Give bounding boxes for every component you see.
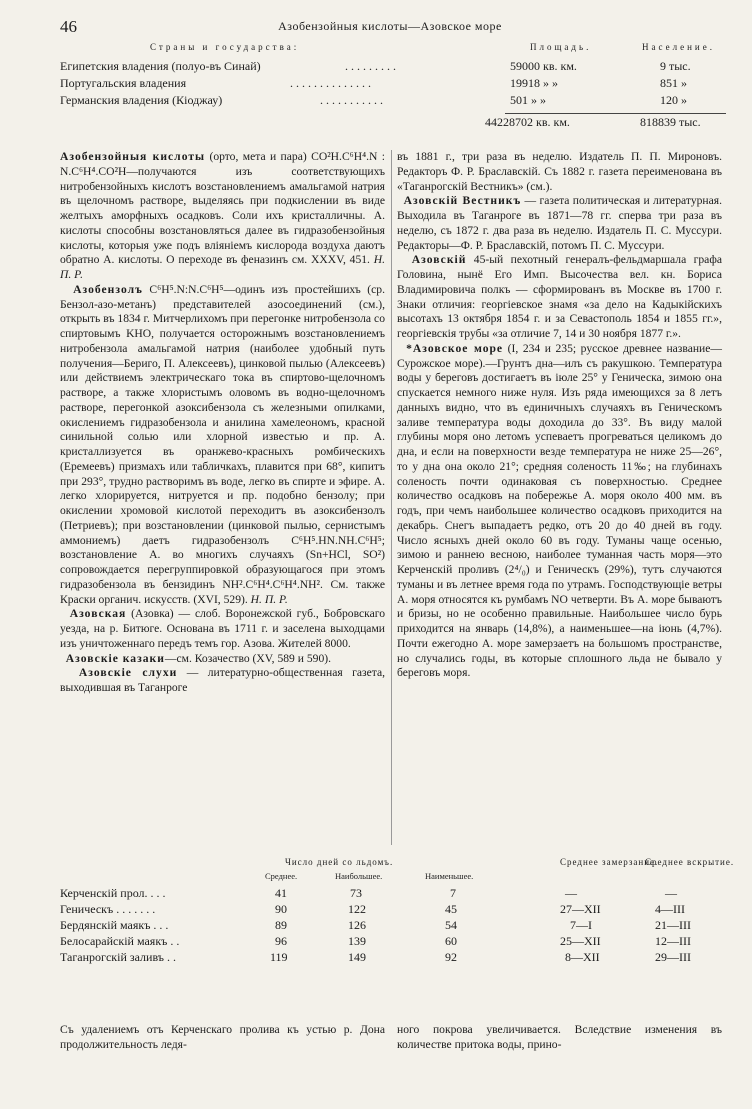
article-headword: *Азовское море [406, 341, 504, 355]
table-row [60, 933, 726, 949]
ice-table-subheader [60, 871, 726, 885]
freeze-header: Среднее замерзание. [560, 857, 659, 867]
min-header: Наименьшее. [425, 871, 474, 881]
total-population: 818839 тыс. [640, 115, 701, 129]
article [60, 652, 385, 667]
article-headword: Азобензолъ [73, 282, 143, 296]
territory-name: Германския владения (Кіоджау) [60, 93, 223, 107]
column-divider [391, 150, 392, 845]
ice-mean: 96 [275, 934, 287, 948]
article-headword: Азобензойныя кислоты [60, 150, 206, 163]
ice-max: 139 [348, 934, 366, 948]
ice-freeze: 27—XII [560, 902, 601, 916]
ice-thaw: 29—III [655, 950, 691, 964]
bottom-left-text [60, 1022, 385, 1052]
ice-max: 122 [348, 902, 366, 916]
max-header: Наибольшее. [335, 871, 383, 881]
article-text: C⁶H⁵.N:N.C⁶H⁵—одинъ изъ простейшихъ (ср. Бензол-азо-метанъ) представителей азосоединений (см.), открыть въ 1834 г. Митчерлихомъ при перегонке нитробензола со спиртовымъ KHO, получается осторожнымъ возстановлениемъ нитробензола амальгамой натрия (наиболее удобный путь получения—Бериго, П. Алексеевъ), цинковой пылью (Алексеевъ) или действиемъ электрическаго тока въ спиртово-щелочномъ растворе, а также хлористымъ оловомъ въ водно-щелочномъ растворе, перегонкой азоксибензола съ железными опилками, окислениемъ гидразобензола и анилина хамелеономъ, красной синильной солью или хлорной известью и пр. А. кристаллизуется въ оранжево-красныхъ ромбическихъ (Еремеевъ) призмахъ или табличкахъ, плавится при 68°, кипитъ при 293°, трудно растворимъ въ воде, легко въ спирте и эфире. А. легко хлорируется, нитруется и пр. подобно бензолу; при окислении хромовой кислотой переходитъ въ азоксибензолъ (Петриевъ); при возстановлении (цинковой пылью, сернистымъ аммониемъ) даетъ гидразобензолъ C⁶H⁵.HN.NH.C⁶H⁵; возстановление А. во многихъ случаяхъ (Sn+HCl, SO²) сопровождается перегруппировкой образующагося при этомъ гидразобензола въ бензидинъ NH².C⁶H⁴.C⁶H⁴.NH². См. также Краски органич. искусств. (XVI, 529). [60, 282, 386, 606]
population-header: Население. [642, 42, 715, 52]
ice-thaw: 12—III [655, 934, 691, 948]
article-headword: Азовскій [411, 253, 467, 267]
ice-max: 126 [348, 918, 366, 932]
article [60, 150, 385, 283]
table-row [60, 901, 726, 917]
article-headword: Азовскіе казаки [65, 651, 165, 665]
leader-dots: . . . . . . . . . [345, 59, 396, 73]
paragraph: Съ удалениемъ отъ Керченскаго пролива къ устью р. Дона продолжительность ледя- [60, 1023, 385, 1051]
territory-population: 9 тыс. [660, 59, 691, 73]
ice-place: Таганрогскій заливъ . . [60, 950, 177, 964]
article-headword: Азовскіе слухи [78, 666, 178, 680]
ice-table-caption-row [60, 857, 735, 871]
article [397, 253, 722, 342]
ice-freeze: 25—XII [560, 934, 601, 948]
table-row [60, 58, 726, 75]
ice-min: 7 [450, 886, 456, 900]
article-text: 45-ый пехотный генералъ-фельдмаршала графа Головина, нынё Его Имп. Высочества вел. кн. Бориса Владимировича полкъ — сформированъ въ Москве въ 1700 г. Знаки отличия: георгіевское знамя «за дело на Кадыкійскихъ высотахъ 13 октября 1854 г. и за Севастополь 1854 и 1855 гг.», георгіевскія трубы «за отличие 7, 14 и 30 ноября 1877 г.». [397, 253, 722, 340]
article-text: (орто, мета и пара) CO²H.C⁶H⁴.N : N.C⁶H⁴.CO²H—получаются изъ соответствующихъ нитробензойныхъ кислотъ возстановлениемъ амальгамой натрия въ щелочномъ растворе, выделяясь при подкислении въ виде желтыхъ аморфныхъ осадковъ. Соли ихъ кристалличны. А. кислоты способны возстановляться далее въ гидразобензойныя кислоты, которыя уже подъ вліяніемъ кислорода воздуха даютъ обратно А. кислоты. О переходе въ феназинъ см. XXXV, 451. [60, 150, 386, 267]
territory-name: Египетския владения (полуо-въ Синай) [60, 59, 261, 73]
ice-mean: 41 [275, 886, 287, 900]
article-text: —см. Козачество (XV, 589 и 590). [164, 651, 331, 665]
ice-freeze: 7—I [570, 918, 592, 932]
territory-area: 19918 » » [510, 76, 558, 90]
ice-min: 45 [445, 902, 457, 916]
ice-freeze: 8—XII [565, 950, 600, 964]
article-signature: Н. П. Р. [250, 592, 288, 606]
article-headword: Азовская [69, 607, 127, 621]
mean-header: Среднее. [265, 871, 298, 881]
ice-thaw: — [665, 886, 677, 900]
ice-min: 60 [445, 934, 457, 948]
territory-name: Португальския владения [60, 76, 187, 90]
article-text: — газета политическая и литературная. Выходила въ Таганроге въ 1871—78 гг. сперва три раза въ неделю, съ 1872 г. два раза въ неделю. Издатель П. С. Муссури. Редакторы—Ф. Р. Браславскій, потомъ П. С. Муссури. [397, 194, 722, 252]
ice-table-caption: Число дней со льдомъ. [285, 857, 394, 867]
right-column [397, 150, 722, 681]
ice-thaw: 4—III [655, 902, 685, 916]
article-signature: Н. П. Р. [60, 253, 385, 281]
ice-freeze: — [565, 886, 577, 900]
ice-thaw: 21—III [655, 918, 691, 932]
article-headword: Азовскій Вестникъ [403, 194, 522, 208]
page-number: 46 [60, 17, 77, 36]
left-column [60, 150, 385, 696]
ice-place: Геническъ . . . . . . . [60, 902, 156, 916]
article [60, 666, 385, 696]
thaw-header: Среднее вскрытие. [645, 857, 735, 867]
article-text: (Азовка) — слоб. Воронежской губ., Бобровскаго уезда, на р. Битюге. Основана въ 1711 г. и заселена выходцами изъ уничтоженнаго передъ темъ гор. Азова. Жителей 8000. [60, 607, 385, 650]
table-row [60, 885, 726, 901]
article [397, 342, 722, 681]
territories-total [60, 115, 726, 135]
bottom-right-text [397, 1022, 722, 1052]
article [60, 283, 385, 608]
area-header: Площадь. [530, 42, 592, 52]
table-row [60, 92, 726, 109]
table-row [60, 917, 726, 933]
article-text: (I, 234 и 235; русское древнее название—Сурожское море).—Грунтъ дна—илъ съ ракушкою. Температура воды у береговъ достигаетъ въ іюле 25° у Геническа, зимою она спускается немного ниже нуля. Изъ ряда имеющихся за 8 летъ данныхъ видно, что въ единичныхъ случаяхъ въ Геническомъ заливе температура воды доходила до 33°. Въ виду малой глубины моря оно летомъ успеваетъ прогреваться целикомъ до дна, и если на поверхности везде температура не ниже 25—26°, то у дна она около 21°; средняя соленость 11‰; на глубинахъ соленость почти одинаковая съ поверхностью. Среднее количество осадковъ на побережье А. моря около 400 мм. въ годъ, при чемъ наибольшее количество осадковъ приходится на декабрь. Снегъ выпадаетъ редко, отъ 20 до 40 дней въ году. Число ясныхъ дней около 60 въ году. Туманы чаще осенью, зимою и раннею весною, наиболее туманная часть моря—это Керченскій проливъ (2⁴/₀) и Геническъ (29%), тутъ случаются туманы и въ летнее время года по утрамъ. Господствующіе ветры А. моря относятся къ румбамъ NO четверти. Въ А. море бываютъ и бризы, но не особенно правильные. Наибольшее число бурь приходится на январь (14,8%), а наименьшее—на іюнь (4,7%). Почти ежегодно А. море замерзаетъ на большомъ пространстве, но случались годы, въ которые сплошного льда не бывало у береговъ моря. [397, 341, 722, 680]
territory-population: 851 » [660, 76, 687, 90]
ice-min: 54 [445, 918, 457, 932]
ice-max: 73 [350, 886, 362, 900]
article-text: — литературно-общественная газета, выходившая въ Таганроге [60, 666, 386, 694]
paragraph: ного покрова увеличивается. Вследствие изменения въ количестве притока воды, прино- [397, 1023, 722, 1051]
territories-header-row [60, 42, 726, 58]
territory-area: 501 » » [510, 93, 546, 107]
article [397, 194, 722, 253]
total-rule [505, 113, 726, 114]
total-area: 44228702 кв. км. [485, 115, 570, 129]
ice-place: Белосарайскій маякъ . . [60, 934, 180, 948]
ice-min: 92 [445, 950, 457, 964]
territories-col-header: Страны и государства: [150, 42, 300, 52]
article-text: въ 1881 г., три раза въ неделю. Издатель П. П. Мироновъ. Редакторъ Ф. Р. Браславскій. Съ 1882 г. газета переименована въ «Таганрогскій Вестникъ» (см.). [397, 150, 722, 193]
ice-place: Керченскій прол. . . . [60, 886, 166, 900]
article [60, 607, 385, 651]
ice-max: 149 [348, 950, 366, 964]
territories-table [60, 42, 726, 135]
ice-days-table [60, 857, 735, 965]
leader-dots: . . . . . . . . . . . . . . [290, 76, 371, 90]
article-continuation [397, 150, 722, 194]
table-row [60, 949, 726, 965]
ice-mean: 89 [275, 918, 287, 932]
table-row [60, 75, 726, 92]
ice-place: Бердянскій маякъ . . . [60, 918, 169, 932]
leader-dots: . . . . . . . . . . . [320, 93, 383, 107]
page-header [60, 17, 720, 39]
ice-mean: 90 [275, 902, 287, 916]
territory-population: 120 » [660, 93, 687, 107]
ice-mean: 119 [270, 950, 288, 964]
territory-area: 59000 кв. км. [510, 59, 577, 73]
running-title: Азобензойныя кислоты—Азовское море [278, 19, 502, 33]
